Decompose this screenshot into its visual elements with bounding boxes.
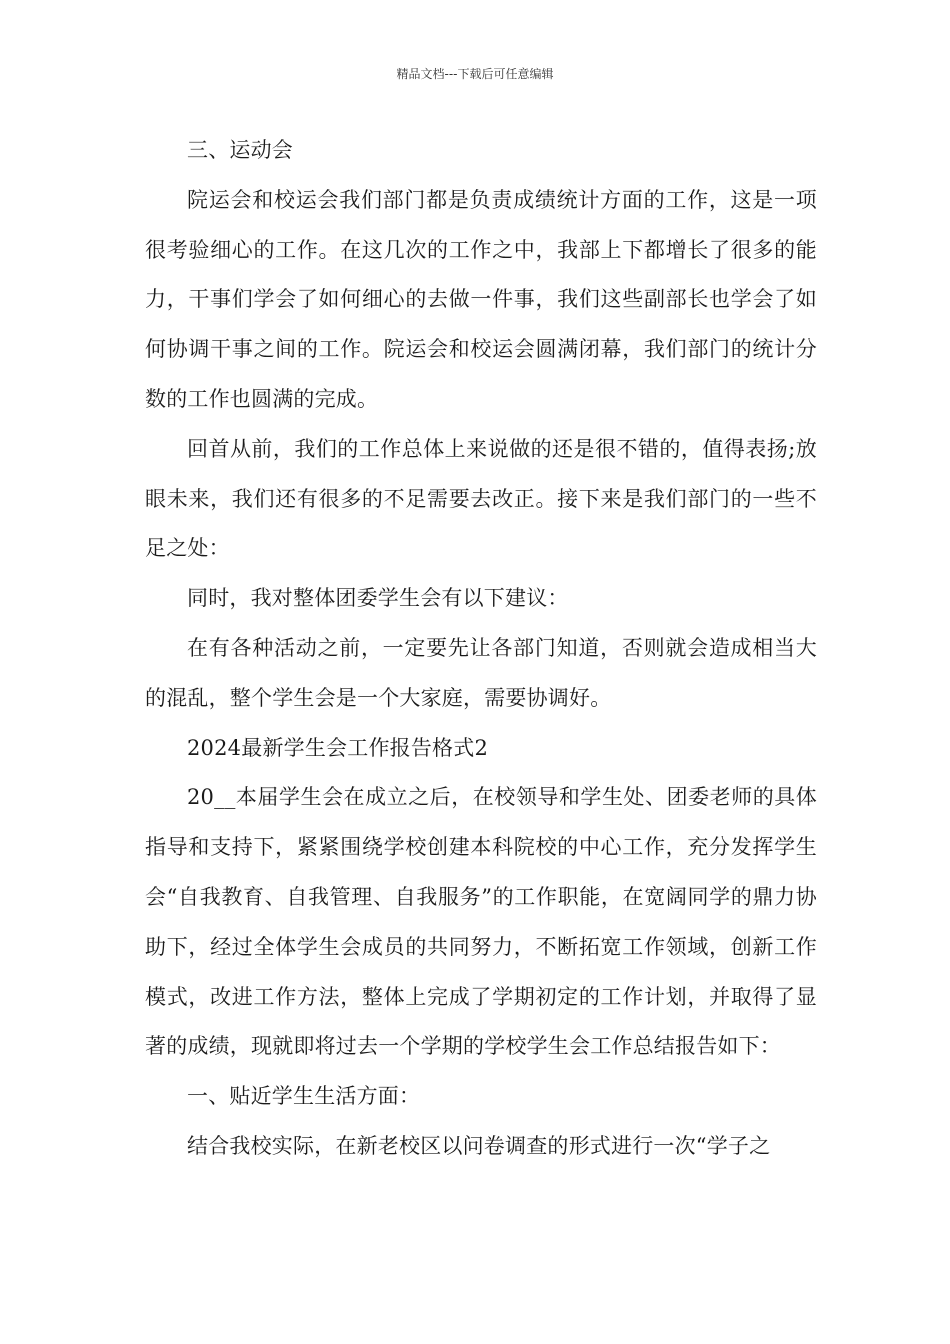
page-header: 精品文档---下载后可任意编辑 — [396, 67, 554, 81]
paragraph: 在有各种活动之前，一定要先让各部门知道，否则就会造成相当大的混乱，整个学生会是一个大家庭，需要协调好。 — [145, 635, 817, 710]
paragraph: 结合我校实际，在新老校区以问卷调查的形式进行一次“学子之 — [187, 1133, 771, 1158]
paragraph-section-heading-student-life: 一、贴近学生生活方面： — [187, 1084, 421, 1109]
paragraph: 院运会和校运会我们部门都是负责成绩统计方面的工作，这是一项很考验细心的工作。在这几次的工作之中，我部上下都增长了很多的能力，干事们学会了如何细心的去做一件事，我们这些副部长也学会了如何协调干事之间的工作。院运会和校运会圆满闭幕，我们部门的统计分数的工作也圆满的完成。 — [145, 187, 817, 411]
paragraph-report-title: 2024最新学生会工作报告格式2 — [187, 735, 489, 760]
paragraph: 同时，我对整体团委学生会有以下建议： — [187, 586, 569, 611]
paragraph: 回首从前，我们的工作总体上来说做的还是很不错的，值得表扬;放眼未来，我们还有很多的不足需要去改正。接下来是我们部门的一些不足之处： — [145, 436, 817, 561]
paragraph-section-heading-sports: 三、运动会 — [187, 138, 293, 162]
document-body — [145, 126, 817, 1172]
paragraph: 20__本届学生会在成立之后，在校领导和学生处、团委老师的具体指导和支持下，紧紧围绕学校创建本科院校的中心工作，充分发挥学生会“自我教育、自我管理、自我服务”的工作职能，在宽阔同学的鼎力协助下，经过全体学生会成员的共同努力，不断拓宽工作领域，创新工作模式，改进工作方法，整体上完成了学期初定的工作计划，并取得了显著的成绩，现就即将过去一个学期的学校学生会工作总结报告如下： — [145, 785, 817, 1059]
